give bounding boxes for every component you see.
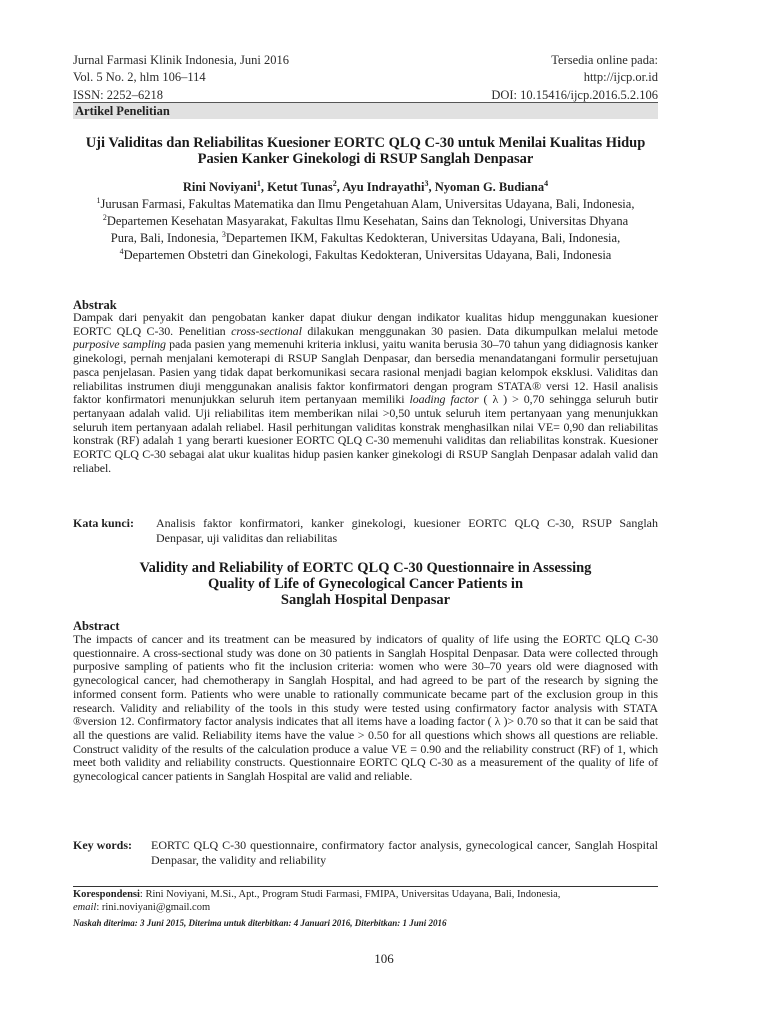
abstract-id-part-3: pada pasien yang memenuhi kriteria inklusi, yaitu wanita berusia 30–70 tahun yang didiagnosis kanker ginekologi, pernah menjalani kemoterapi di RSUP Sanglah Denpasar, dan bersedia menandatangani formulir persetujuan pasca penjelasan. Pasien yang tidak dapat berkomunikasi secara rasional menjadi bagian kelompok eksklusi. Validitas dan reliabilitas instrumen diuji menggunakan analisis faktor konfirmatori dengan program STATA® versi 12. Hasil analisis faktor konfirmatori menunjukkan seluruh item pertanyaan memiliki [73,337,659,407]
author-3-affil-mark: 3 [424,178,429,188]
doi[interactable]: DOI: 10.15416/ijcp.2016.5.2.106 [491,88,658,102]
author-2-affil-mark: 2 [332,178,337,188]
abstract-id-part-2: dilakukan menggunakan 30 pasien. Data dikumpulkan melalui metode [301,323,658,338]
keywords-en [73,838,658,867]
affil-2-mark: 2 [102,212,107,222]
keywords-label-id: Kata kunci: [73,516,135,530]
keywords-label-en: Key words: [73,838,132,852]
affil-4-mark: 4 [119,246,124,256]
footer-divider [73,886,658,887]
abstract-id-part-4: ( λ ) > 0,70 sehingga seluruh butir pertanyaan adalah valid. Uji reliabilitas item memberikan nilai >0,50 untuk seluruh item pertanyaan yang menunjukkan seluruh item pertanyaan adalah reliabel. Hasil perhitungan validitas konstrak menghasilkan nilai VE= 0,90 dan reliabilitas konstrak (RF) adalah 1 yang berarti kuesioner EORTC QLQ C-30 memenuhi validitas dan reliabilitas konstrak. Kuesioner EORTC QLQ C-30 sebagai alat ukur kualitas hidup pasien kanker ginekologi di RSUP Sanglah Denpasar adalah valid dan reliabel. [73,392,658,475]
title-en-line-1: Validity and Reliability of EORTC QLQ C-30 Questionnaire in Assessing [139,560,592,576]
author-2: Ketut Tunas [267,180,333,194]
affil-1-mark: 1 [96,195,101,205]
article-title-en [73,560,658,608]
article-category: Artikel Penelitian [73,103,658,119]
volume-info: Vol. 5 No. 2, hlm 106–114 [73,70,206,84]
abstract-id-italic-2: purposive sampling [73,337,166,352]
publication-dates: Naskah diterima: 3 Juni 2015, Diterima untuk diterbitkan: 4 Januari 2016, Diterbitkan: 1 Juni 2016 [73,918,447,928]
affil-4: Departemen Obstetri dan Ginekologi, Fakultas Kedokteran, Universitas Udayana, Bali, Indonesia [123,248,612,262]
title-en-line-2: Quality of Life of Gynecological Cancer Patients in [207,576,524,592]
keywords-value-en: EORTC QLQ C-30 questionnaire, confirmatory factor analysis, gynecological cancer, Sanglah Hospital Denpasar, the validity and reliability [151,838,658,867]
keywords-value-id: Analisis faktor konfirmatori, kanker ginekologi, kuesioner EORTC QLQ C-30, RSUP Sanglah Denpasar, uji validitas dan reliabilitas [156,516,658,545]
header-row-1 [73,53,658,67]
journal-url[interactable]: http://ijcp.or.id [583,70,658,84]
affil-2: Departemen Kesehatan Masyarakat, Fakultas Ilmu Kesehatan, Sains dan Teknologi, Universitas Dhyana Pura, Bali, Indonesia, [106,214,629,245]
correspondence [73,889,658,914]
abstract-body-id [73,311,658,475]
correspondence-label: Korespondensi [73,889,140,900]
author-4: Nyoman G. Budiana [434,180,545,194]
affil-3: Departemen IKM, Fakultas Kedokteran, Universitas Udayana, Bali, Indonesia, [225,231,621,245]
page-number: 106 [374,951,394,966]
correspondence-text: : Rini Noviyani, M.Si., Apt., Program Studi Farmasi, FMIPA, Universitas Udayana, Bali, Indonesia, [139,889,561,900]
online-label: Tersedia online pada: [551,53,658,67]
keywords-id [73,516,658,545]
abstract-heading-en: Abstract [73,619,120,633]
article-title-id: Uji Validitas dan Reliabilitas Kuesioner EORTC QLQ C-30 untuk Menilai Kualitas Hidup Pasien Kanker Ginekologi di RSUP Sanglah Denpasar [85,135,646,167]
abstract-id-italic-1: cross-sectional [231,323,302,338]
author-list: Rini Noviyani$^1$, Ketut Tunas$^2$, Ayu Indrayathi$^3$, Nyoman G. Budiana$^4$ [182,178,549,194]
header-row-3 [73,88,658,102]
author-4-affil-mark: 4 [544,178,549,188]
email-label: email [73,901,97,913]
author-3: Ayu Indrayathi [342,180,425,194]
affil-1: Jurusan Farmasi, Fakultas Matematika dan Ilmu Pengetahuan Alam, Universitas Udayana, Bali, Indonesia, [100,197,635,211]
affiliations [93,196,638,264]
journal-name: Jurnal Farmasi Klinik Indonesia, Juni 2016 [73,53,289,67]
issn: ISSN: 2252–6218 [73,88,163,102]
abstract-id-italic-3: loading factor [409,392,479,407]
abstract-heading-id: Abstrak [73,298,117,312]
author-1: Rini Noviyani [182,180,257,194]
title-en-line-3: Sanglah Hospital Denpasar [280,592,451,608]
email-address[interactable]: : rini.noviyani@gmail.com [96,901,211,913]
header-row-2 [73,70,658,84]
abstract-body-en: The impacts of cancer and its treatment can be measured by indicators of quality of life using the EORTC QLQ C-30 questionnaire. A cross-sectional study was done on 30 patients in Sanglah Hospital Denpasar. Data were collected through purposive sampling of patients who fit the inclusion criteria: women who were 30–70 years old were diagnosed with gynecological cancer, had chemotherapy in Sanglah Hospital, and had agreed to be part of the research by signing the informed consent form. Patients who were unable to rationally communicate became part of the exclusion group in this research. Validity and reliability of the tools in this study were tested using confirmatory factor analysis with STATA ®version 12. Confirmatory factor analysis indicates that all items have a loading factor ( λ )> 0.70 so that it can be said that all the questions are valid. Reliability items have the value > 0.50 for all questions which shows all questions are reliable. Construct validity of the results of the calculation produce a value VE = 0.90 and the reliability construct (RF) of 1, which meet both validity and reliability constructs. Questionnaire EORTC QLQ C-30 as a measurement of the quality of life of gynecological cancer patients in Sanglah Hospital are valid and reliable. [73,632,658,784]
author-1-affil-mark: 1 [256,178,261,188]
abstract-id-part-1: Dampak dari penyakit dan pengobatan kanker dapat diukur dengan indikator kualitas hidup menggunakan kuesioner EORTC QLQ C-30. Penelitian [73,310,658,338]
affil-3-mark: 3 [221,229,226,239]
